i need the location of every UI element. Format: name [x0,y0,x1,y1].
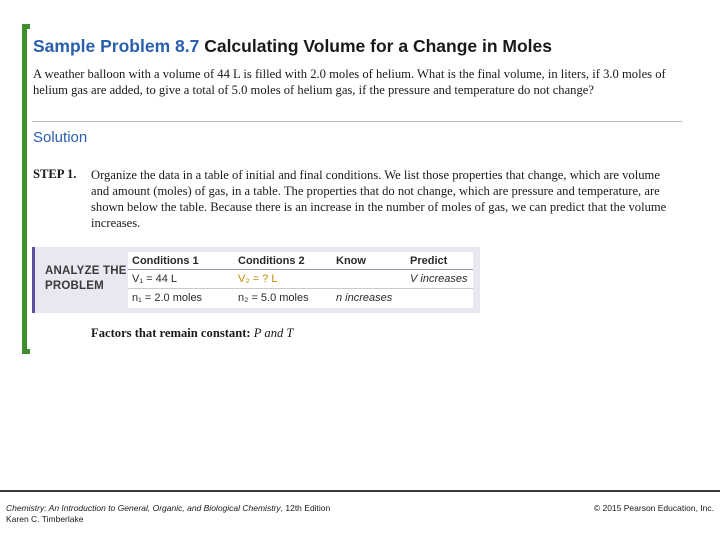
header-know: Know [336,255,366,267]
step1-label: STEP 1. [33,167,77,181]
cell-v1: V₁ = 44 L [132,273,177,285]
cell-predict: V increases [410,273,468,285]
book-title: Chemistry: An Introduction to General, Organic, and Biological Chemistry [6,503,281,513]
cell-n1: n₁ = 2.0 moles [132,292,203,304]
conditions-table [128,252,473,308]
divider [32,121,682,122]
analyze-label: ANALYZE THE PROBLEM [45,265,127,292]
footer-copyright: © 2015 Pearson Education, Inc. [593,503,714,513]
book-author: Karen C. Timberlake [6,514,84,524]
cell-v2: V₂ = ? L [238,273,278,285]
problem-statement: A weather balloon with a volume of 44 L is filled with 2.0 moles of helium. What is the final volume, in liters, if 3.0 moles of helium gas are added, to give a total of 5.0 moles of helium gas, if the pressure and temperature do not change? [33,67,666,97]
problem-title: Calculating Volume for a Change in Moles [204,36,552,56]
constant-factors [91,326,293,341]
solution-heading: Solution [33,129,88,146]
cell-know-2: n increases [336,292,393,304]
problem-number: Sample Problem 8.7 [33,36,200,56]
page-title [33,36,552,57]
step1-text: Organize the data in a table of initial and final conditions. We list those properties that change, which are volume and amount (moles) of gas, in a table. The properties that do not change, which are pressure and temperature, are shown below the table. Because there is an increase in the number of moles of gas, we can predict that the volume increases. [91,168,667,230]
factors-value: P and T [253,326,294,340]
slide-bracket [22,24,30,354]
footer-citation [6,503,330,525]
header-conditions-2: Conditions 2 [238,255,305,267]
footer-rule [0,490,720,492]
book-edition: , 12th Edition [280,503,331,513]
factors-label: Factors that remain constant: [91,326,251,340]
cell-n2: n₂ = 5.0 moles [238,292,309,304]
table-row-rule [128,288,473,289]
header-conditions-1: Conditions 1 [132,255,199,267]
table-header-rule [128,269,473,270]
header-predict: Predict [410,255,448,267]
analyze-problem-table [32,247,480,313]
